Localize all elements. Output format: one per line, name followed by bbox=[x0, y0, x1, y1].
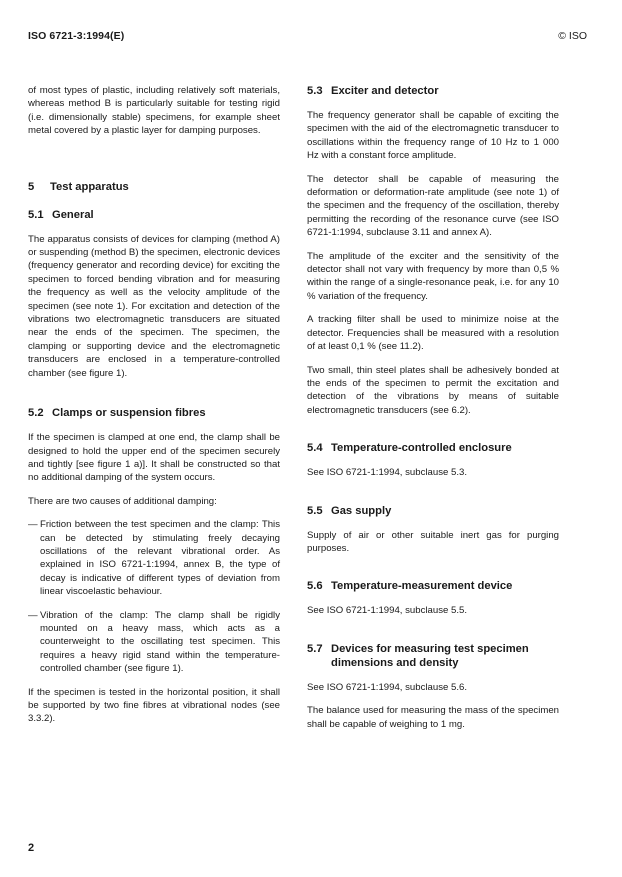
enclosure-paragraph: See ISO 6721-1:1994, subclause 5.3. bbox=[307, 467, 468, 479]
section-title: Temperature-controlled enclosure bbox=[331, 442, 512, 455]
section-number: 5 bbox=[28, 180, 35, 193]
clamp-paragraph: If the specimen is clamped at one end, the clamp shall be designed to hold the upper end of the specimen securely and tightly [see figure 1 a)]. It shall be constructed so that no additional damping of the system occurs. bbox=[28, 432, 280, 484]
section-title: Test apparatus bbox=[50, 180, 129, 193]
section-number: 5.7 bbox=[307, 642, 323, 655]
copyright-notice: © ISO bbox=[558, 30, 587, 42]
section-5-4-heading bbox=[307, 441, 559, 455]
left-column bbox=[28, 84, 280, 726]
exciter-paragraph-5: Two small, thin steel plates shall be adhesively bonded at the ends of the specimen to permit the excitation and detection of the vibrations by means of suitable electromagnetic transducers (see 6.2). bbox=[307, 364, 559, 416]
section-5-5-heading bbox=[307, 504, 559, 518]
section-title: Clamps or suspension fibres bbox=[52, 407, 206, 420]
exciter-paragraph-3: The amplitude of the exciter and the sensitivity of the detector shall not vary with frequency by more than 0,5 % within the range of a single-resonance peak, i.e. for any 10 % variation of the frequency. bbox=[307, 250, 559, 302]
section-title: Exciter and detector bbox=[331, 85, 439, 97]
section-5-7-heading bbox=[307, 642, 559, 670]
intro-paragraph: of most types of plastic, including relatively soft materials, whereas method B is particularly suitable for testing rigid (i.e. dimensionally stable) specimens, for example sheet metal covered by a plastic layer for damping purposes. bbox=[28, 85, 280, 137]
horizontal-support-paragraph: If the specimen is tested in the horizontal position, it shall be supported by two fine fibres at vibrational nodes (see 3.3.2). bbox=[28, 686, 280, 725]
section-number: 5.3 bbox=[307, 85, 323, 97]
document-id: ISO 6721-3:1994(E) bbox=[28, 30, 125, 42]
dimensions-paragraph-1: See ISO 6721-1:1994, subclause 5.6. bbox=[307, 681, 468, 693]
section-5-6-heading bbox=[307, 579, 559, 593]
list-item: — Friction between the test specimen and the clamp: This can be detected by stimulating freely decaying oscillations of the relevant vibrational order. As explained in ISO 6721-1:1994, annex B, the type of decay is indicative of different types of deviation from linear viscoelastic behaviour. bbox=[28, 519, 280, 598]
damping-causes-intro: There are two causes of additional damping: bbox=[28, 495, 217, 507]
section-number: 5.2 bbox=[28, 407, 44, 420]
section-5-heading bbox=[28, 180, 280, 194]
section-title: Devices for measuring test specimen dimensions and density bbox=[331, 642, 529, 669]
section-5-1-heading bbox=[28, 208, 280, 222]
section-title: Gas supply bbox=[331, 504, 392, 517]
section-5-2-heading bbox=[28, 406, 280, 420]
dimensions-paragraph-2: The balance used for measuring the mass of the specimen shall be capable of weighing to 1 mg. bbox=[307, 705, 559, 730]
gas-supply-paragraph: Supply of air or other suitable inert gas for purging purposes. bbox=[307, 529, 559, 554]
list-item: — Vibration of the clamp: The clamp shall be rigidly mounted on a heavy mass, which acts as a counterweight to the oscillating test specimen. This requires a heavy rigid stand within the temperature-controlled chamber (see figure 1). bbox=[28, 609, 280, 675]
section-number: 5.1 bbox=[28, 208, 44, 221]
section-title: Temperature-measurement device bbox=[331, 580, 513, 593]
temperature-device-paragraph: See ISO 6721-1:1994, subclause 5.5. bbox=[307, 605, 468, 617]
exciter-paragraph-4: A tracking filter shall be used to minimize noise at the detector. Frequencies shall be measured with a resolution of at least 0,1 % (see 11.2). bbox=[307, 314, 559, 353]
page-number: 2 bbox=[28, 842, 35, 854]
exciter-paragraph-2: The detector shall be capable of measuring the deformation or deformation-rate amplitude (see note 1) of the specimen and the frequency of the oscillation, thereby permitting the recording of the resonance curve (see ISO 6721-1:1994, subclause 3.11 and annex A). bbox=[307, 173, 559, 239]
exciter-paragraph-1: The frequency generator shall be capable of exciting the specimen with the aid of the electromagnetic transducer to oscillations within the frequency range of 10 Hz to 1 000 Hz with a constant force amplitude. bbox=[307, 110, 559, 162]
section-title: General bbox=[52, 208, 94, 221]
right-column bbox=[307, 84, 559, 731]
general-paragraph: The apparatus consists of devices for clamping (method A) or suspending (method B) the specimen, electronic devices (frequency generator and recording device) for exciting the specimen to forced bending vibration and for measuring the frequency as well as the velocity amplitude of the specimen (see note 1). For excitation and detection of the vibrations two electromagnetic transducers are situated near the ends of the specimen. The specimen, the clamping or supporting device and the electromagnetic transducers are enclosed in a temperature-controlled chamber (see figure 1). bbox=[28, 233, 280, 379]
section-number: 5.5 bbox=[307, 504, 323, 517]
damping-causes-list bbox=[28, 518, 280, 675]
section-number: 5.4 bbox=[307, 442, 323, 455]
section-number: 5.6 bbox=[307, 580, 323, 593]
section-5-3-heading bbox=[307, 84, 559, 98]
